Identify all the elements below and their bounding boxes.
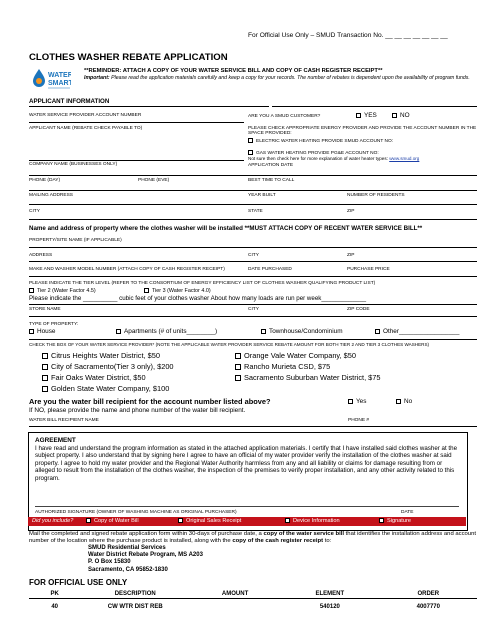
provider-checkbox[interactable] — [42, 386, 48, 392]
type-house-option[interactable] — [29, 329, 55, 335]
type-townhouse-label: Townhouse/Condominium — [269, 328, 343, 335]
property-heading: Name and address of property where the clothes washer will be installed **MUST ATTACH COPY OF RECENT WATER SERVICE BILL** — [29, 225, 423, 232]
checklist-checkbox[interactable] — [178, 518, 183, 523]
provider-label: Orange Vale Water Company, $50 — [244, 351, 357, 360]
smud-yes-option[interactable] — [356, 112, 377, 119]
tier2-checkbox[interactable] — [29, 288, 34, 293]
smud-customer-label: ARE YOU A SMUD CUSTOMER? — [248, 114, 321, 119]
type-other-checkbox[interactable] — [375, 329, 380, 334]
recipient-yes-label: Yes — [356, 398, 367, 405]
official-header-cell: PK — [50, 591, 59, 597]
checklist-item-label: Original Sales Receipt — [186, 518, 242, 524]
mail-instructions — [29, 531, 479, 545]
purchase-price-label: PURCHASE PRICE — [347, 267, 390, 272]
provider-checkbox[interactable] — [42, 364, 48, 370]
official-data-cell — [190, 599, 280, 612]
not-sure-text: Not sure then check here for more explanation of water heater types: — [248, 156, 388, 161]
address-line: Sacramento, CA 95852-1830 — [88, 566, 168, 573]
year-built-label: YEAR BUILT — [248, 193, 276, 198]
type-apartments-checkbox[interactable] — [116, 329, 121, 334]
recipient-question: Are you the water bill recipient for the account number listed above? — [29, 397, 271, 406]
provider-orange-vale[interactable] — [235, 351, 356, 360]
best-time-label: BEST TIME TO CALL — [248, 178, 295, 183]
important-text: Please read the application materials carefully and keep a copy for your records. The number of rebates is dependent upon the availability of program funds. — [111, 75, 470, 81]
smud-no-checkbox[interactable] — [392, 113, 397, 118]
signature-line[interactable] — [35, 506, 459, 507]
smud-no-option[interactable] — [392, 112, 410, 119]
reminder-text: **REMINDER: ATTACH A COPY OF YOUR WATER SERVICE BILL AND COPY OF CASH REGISTER RECEIPT** — [84, 68, 383, 74]
official-data-cell: CW WTR DIST REB — [107, 604, 163, 610]
provider-citrus-heights[interactable] — [42, 351, 160, 360]
property-zip-label: ZIP — [347, 253, 355, 258]
company-name-label: COMPANY NAME (BUSINESSES ONLY) — [29, 162, 118, 167]
type-apartments-label: Apartments (# of units________) — [124, 328, 218, 335]
city-label: CITY — [29, 209, 40, 214]
provider-label: Rancho Murieta CSD, $75 — [244, 362, 331, 371]
mail-text-bold: copy of the water service bill — [263, 531, 345, 537]
mail-text: Mail the completed and signed rebate application form within 30-days of purchase date, a — [29, 531, 262, 537]
official-header-cell: DESCRIPTION — [114, 591, 156, 597]
tier3-label: Tier 3 (Water Factor 4.0) — [152, 288, 211, 294]
signature-label: AUTHORIZED SIGNATURE (OWNER OF WASHING MACHINE AS ORIGINAL PURCHASER) — [35, 510, 237, 515]
phone-day-label: PHONE (DAY) — [29, 178, 61, 183]
checklist-water-bill[interactable] — [86, 518, 139, 524]
tier3-checkbox[interactable] — [144, 288, 149, 293]
energy-provider-instruction: PLEASE CHECK APPROPRIATE ENERGY PROVIDER AND PROVIDE THE ACCOUNT NUMBER IN THE SPACE PROVIDED: — [248, 126, 477, 137]
state-label: STATE — [248, 209, 263, 214]
provider-fair-oaks[interactable] — [42, 373, 146, 382]
recipient-name-label: WATER BILL RECIPIENT NAME — [29, 418, 99, 423]
tier2-option[interactable] — [29, 288, 96, 294]
electric-heater-checkbox[interactable] — [248, 138, 253, 143]
make-model-label: MAKE AND WASHER MODEL NUMBER (ATTACH COPY OF CASH REGISTER RECEIPT) — [29, 267, 225, 272]
agreement-title: AGREEMENT — [35, 437, 76, 444]
provider-checkbox[interactable] — [42, 353, 48, 359]
zip-label: ZIP — [347, 209, 355, 214]
checklist-item-label: Copy of Water Bill — [94, 518, 139, 524]
residents-label: NUMBER OF RESIDENTS — [347, 193, 405, 198]
official-data-cell: 4007770 — [416, 604, 440, 610]
applicant-section-title: APPLICANT INFORMATION — [29, 98, 110, 105]
recipient-no-label: No — [404, 398, 413, 405]
mail-text-bold: copy of the cash register receipt — [232, 538, 324, 544]
recipient-if-no: If NO, please provide the name and phone number of the water bill recipient. — [29, 407, 246, 414]
official-use-table — [29, 590, 477, 611]
checklist-signature[interactable] — [379, 518, 411, 524]
provider-sacramento-suburban[interactable] — [235, 373, 381, 382]
tier-note: PLEASE INDICATE THE TIER LEVEL (REFER TO THE CONSORTIUM OF ENERGY EFFICIENCY LIST OF CLOTHES WASHER QUALIFYING PRODUCT LIST) — [29, 281, 376, 286]
store-city-label: CITY — [248, 307, 259, 312]
capacity-line[interactable]: Please indicate the __________ cubic feet of your clothes washer About how many loads are run per week_____________ — [29, 295, 367, 302]
recipient-no-checkbox[interactable] — [396, 399, 401, 404]
official-header-cell: AMOUNT — [221, 591, 249, 597]
applicant-name-label: APPLICANT NAME (REBATE CHECK PAYABLE TO) — [29, 126, 143, 131]
phone-eve-label: PHONE (EVE) — [138, 178, 170, 183]
provider-instruction: CHECK THE BOX OF YOUR WATER SERVICE PROVIDER* (NOTE THE APPLICABLE WATER PROVIDER SERVICE REBATE AMOUNT FOR BOTH TIER 2 AND TIER 3 CLOTHES WASHERS) — [29, 342, 430, 347]
water-smart-logo — [29, 66, 71, 94]
provider-label: Citrus Heights Water District, $50 — [51, 351, 160, 360]
property-address-label: ADDRESS — [29, 253, 53, 258]
official-use-header: For Official Use Only – SMUD Transaction No. __ __ __ __ __ __ __ — [248, 32, 448, 39]
provider-label: Fair Oaks Water District, $50 — [51, 373, 146, 382]
official-data-cell: 540120 — [319, 604, 340, 610]
recipient-no-option[interactable] — [396, 398, 412, 405]
application-date-label: APPLICATION DATE — [248, 163, 294, 168]
address-line: SMUD Residential Services — [88, 545, 166, 551]
provider-label: Sacramento Suburban Water District, $75 — [244, 373, 381, 382]
type-other-label: Other_________________ — [383, 328, 460, 335]
not-sure-note — [248, 156, 419, 161]
type-townhouse-checkbox[interactable] — [261, 329, 266, 334]
provider-checkbox[interactable] — [235, 353, 241, 359]
type-house-checkbox[interactable] — [29, 329, 34, 334]
recipient-yes-checkbox[interactable] — [348, 399, 353, 404]
svg-text:SMART: SMART — [48, 80, 71, 87]
signature-date-label: DATE — [401, 510, 414, 515]
official-use-title: FOR OFFICIAL USE ONLY — [29, 578, 128, 587]
checklist-checkbox[interactable] — [285, 518, 290, 523]
provider-checkbox[interactable] — [235, 375, 241, 381]
store-name-label: STORE NAME — [29, 307, 61, 312]
official-header-cell: ORDER — [417, 591, 440, 597]
checklist-sales-receipt[interactable] — [178, 518, 241, 524]
mailing-address-block — [88, 545, 203, 574]
site-name-label: PROPERTY/SITE NAME (IF APPLICABLE) — [29, 238, 122, 243]
type-townhouse-option[interactable] — [261, 329, 343, 335]
date-purchased-label: DATE PURCHASED — [248, 267, 292, 272]
mail-text: to: — [324, 538, 332, 544]
checklist-question: Did you include? — [32, 518, 74, 524]
store-zip-label: ZIP CODE — [347, 307, 370, 312]
gas-heater-label: GAS WATER HEATING PROVIDE PG&E ACCOUNT NO: — [256, 151, 379, 156]
recipient-yes-option[interactable] — [348, 398, 366, 405]
form-title: CLOTHES WASHER REBATE APPLICATION — [29, 52, 228, 63]
official-data-cell: 40 — [51, 604, 59, 610]
smud-link[interactable]: www.smud.org — [389, 156, 420, 161]
official-data-row — [29, 599, 477, 612]
type-house-label: House — [37, 328, 56, 335]
svg-text:WATER: WATER — [48, 72, 71, 79]
provider-checkbox[interactable] — [235, 364, 241, 370]
address-line: P. O Box 15830 — [88, 559, 131, 566]
electric-heater-option[interactable] — [248, 138, 393, 144]
checklist-item-label: Signature — [387, 518, 411, 524]
provider-city-of-sacramento[interactable] — [42, 362, 174, 371]
mailing-address-label: MAILING ADDRESS — [29, 193, 73, 198]
tier3-option[interactable] — [144, 288, 211, 294]
mail-text: that identifies the installation address and account number of the location where the purchase product is installed, along with the — [29, 531, 476, 544]
important-label: Important: — [84, 75, 110, 81]
provider-label: City of Sacramento(Tier 3 only), $200 — [51, 362, 174, 371]
provider-checkbox[interactable] — [42, 375, 48, 381]
recipient-phone-label: PHONE # — [348, 418, 370, 423]
official-header-row — [29, 590, 477, 599]
provider-label: Golden State Water Company, $100 — [51, 384, 170, 393]
gas-heater-checkbox[interactable] — [248, 150, 253, 155]
type-apartments-option[interactable] — [116, 329, 217, 335]
water-account-label: WATER SERVICE PROVIDER ACCOUNT NUMBER — [29, 113, 142, 118]
water-account-line[interactable] — [29, 122, 244, 123]
provider-golden-state[interactable] — [42, 384, 169, 393]
agreement-text: I have read and understand the program information as stated in the attached application materials. I certify that I have installed said clothes washer at the subject property. I also understand that by signing here I agree to have an official of my water provider verify the installation of the clothes washer at said property. I agree to hold my water provider and the Regional Water Authority harmless from any and all liability or claims for damage resulting from or alleged to result from the installation of the clothes washer, the inspection of the premises to verify proper installation, and any other activity related to this program. — [35, 445, 458, 482]
applicant-name-line[interactable] — [29, 160, 244, 161]
important-note — [84, 75, 479, 81]
smud-yes-label: YES — [364, 112, 377, 119]
electric-heater-label: ELECTRIC WATER HEATING PROVIDE SMUD ACCOUNT NO: — [256, 139, 394, 144]
address-line: Water District Rebate Program, MS A203 — [88, 552, 203, 559]
smud-no-label: NO — [400, 112, 410, 119]
type-other-option[interactable] — [375, 329, 459, 335]
official-header-cell: ELEMENT — [315, 591, 345, 597]
provider-rancho-murieta[interactable] — [235, 362, 330, 371]
property-type-label: TYPE OF PROPERTY: — [29, 322, 79, 327]
checklist-item-label: Device Information — [293, 518, 340, 524]
tier2-label: Tier 2 (Water Factor 4.5) — [37, 288, 96, 294]
checklist-checkbox[interactable] — [379, 518, 384, 523]
checklist-device-info[interactable] — [285, 518, 340, 524]
checklist-checkbox[interactable] — [86, 518, 91, 523]
smud-yes-checkbox[interactable] — [356, 113, 361, 118]
property-city-label: CITY — [248, 253, 259, 258]
